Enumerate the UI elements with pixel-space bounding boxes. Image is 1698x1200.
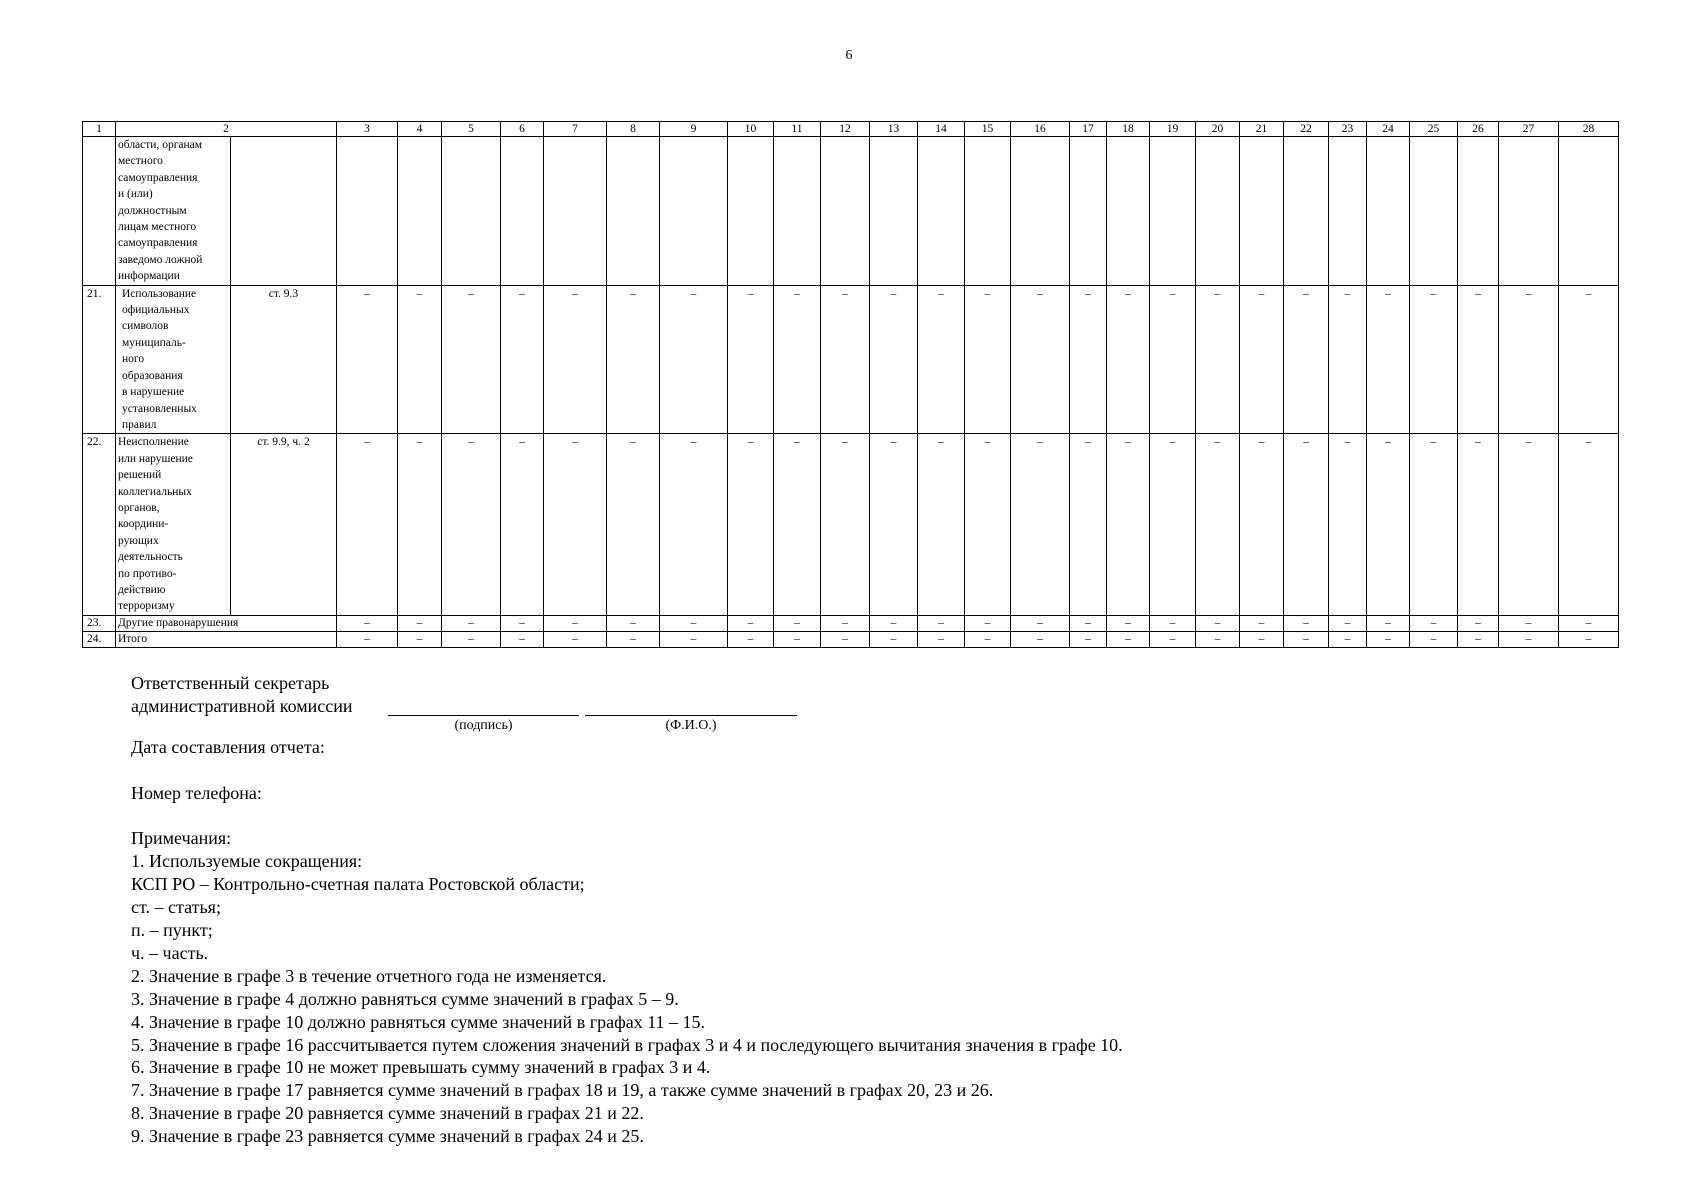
value-cell (965, 137, 1011, 286)
value-cell: – (1107, 285, 1150, 434)
value-cell (1367, 137, 1410, 286)
value-cell: – (774, 285, 821, 434)
column-number: 10 (728, 122, 774, 137)
value-cell: – (544, 631, 607, 647)
value-cell: – (1196, 434, 1240, 615)
column-number: 28 (1559, 122, 1619, 137)
offense-name: Неисполнение или нарушение решений коллегиальных органов, координи- рующих деятельность по противо- действию терроризму (116, 434, 231, 615)
value-cell (544, 137, 607, 286)
column-number: 13 (870, 122, 918, 137)
notes-list (131, 850, 1123, 1148)
value-cell: – (607, 285, 660, 434)
value-cell (774, 137, 821, 286)
column-number: 25 (1410, 122, 1458, 137)
value-cell (1329, 137, 1367, 286)
value-cell: – (1011, 434, 1070, 615)
value-cell: – (1284, 631, 1329, 647)
value-cell (607, 137, 660, 286)
value-cell (660, 137, 728, 286)
column-number: 19 (1150, 122, 1196, 137)
column-number: 15 (965, 122, 1011, 137)
offense-name: Другие правонарушения (116, 615, 337, 631)
value-cell: – (728, 285, 774, 434)
value-cell (337, 137, 398, 286)
value-cell (398, 137, 442, 286)
value-cell: – (1070, 631, 1107, 647)
table-body (83, 122, 1619, 648)
value-cell: – (337, 434, 398, 615)
column-number: 14 (918, 122, 965, 137)
row-number (83, 137, 116, 286)
notes-title: Примечания: (131, 828, 232, 849)
column-number: 22 (1284, 122, 1329, 137)
value-cell: – (501, 434, 544, 615)
value-cell: – (607, 631, 660, 647)
note-item: 4. Значение в графе 10 должно равняться сумме значений в графах 11 – 15. (131, 1011, 706, 1032)
fio-line[interactable] (585, 695, 797, 716)
value-cell: – (965, 615, 1011, 631)
value-cell: – (1011, 631, 1070, 647)
value-cell: – (442, 615, 501, 631)
value-cell: – (544, 285, 607, 434)
page-number: 6 (845, 48, 853, 63)
value-cell (821, 137, 870, 286)
report-table (82, 121, 1619, 648)
value-cell: – (607, 434, 660, 615)
value-cell: – (1559, 631, 1619, 647)
value-cell: – (1070, 285, 1107, 434)
column-number: 16 (1011, 122, 1070, 137)
value-cell: – (1458, 615, 1499, 631)
row-number: 24. (83, 631, 116, 647)
value-cell: – (1011, 285, 1070, 434)
value-cell: – (821, 434, 870, 615)
value-cell: – (1559, 615, 1619, 631)
value-cell (1070, 137, 1107, 286)
note-item: 9. Значение в графе 23 равняется сумме значений в графах 24 и 25. (131, 1126, 644, 1147)
value-cell: – (660, 285, 728, 434)
column-number: 3 (337, 122, 398, 137)
value-cell: – (1458, 434, 1499, 615)
value-cell: – (1499, 434, 1559, 615)
value-cell: – (1410, 615, 1458, 631)
phone-label: Номер телефона: (131, 782, 262, 803)
value-cell: – (1240, 615, 1284, 631)
value-cell: – (1559, 434, 1619, 615)
value-cell: – (1329, 631, 1367, 647)
note-item: 5. Значение в графе 16 рассчитывается путем сложения значений в графах 3 и 4 и последующего вычитания значения в графе 10. (131, 1034, 1123, 1055)
value-cell: – (821, 285, 870, 434)
value-cell: – (544, 615, 607, 631)
secretary-title: Ответственный секретарь (131, 673, 330, 693)
article-ref (231, 137, 337, 286)
value-cell: – (1240, 631, 1284, 647)
column-number: 21 (1240, 122, 1284, 137)
value-cell: – (398, 285, 442, 434)
value-cell: – (1367, 434, 1410, 615)
value-cell (1499, 137, 1559, 286)
table-row (83, 137, 1619, 286)
value-cell: – (607, 615, 660, 631)
value-cell: – (660, 631, 728, 647)
offense-name: Итого (116, 631, 337, 647)
report-footer (131, 672, 1123, 1148)
value-cell (501, 137, 544, 286)
value-cell: – (918, 631, 965, 647)
value-cell: – (1107, 615, 1150, 631)
note-item: 7. Значение в графе 17 равняется сумме значений в графах 18 и 19, а также сумме значений в графах 20, 23 и 26. (131, 1080, 994, 1101)
commission-label: административной комиссии (131, 695, 353, 716)
value-cell: – (501, 615, 544, 631)
value-cell (1196, 137, 1240, 286)
table-header-row (83, 122, 1619, 137)
column-number: 6 (501, 122, 544, 137)
value-cell: – (1410, 631, 1458, 647)
value-cell: – (1559, 285, 1619, 434)
value-cell (1284, 137, 1329, 286)
note-item: 2. Значение в графе 3 в течение отчетного года не изменяется. (131, 965, 607, 986)
value-cell (728, 137, 774, 286)
signature-captions (131, 718, 1123, 736)
value-cell: – (337, 631, 398, 647)
value-cell: – (728, 631, 774, 647)
table-row (83, 285, 1619, 434)
value-cell: – (1367, 631, 1410, 647)
value-cell: – (660, 615, 728, 631)
column-number: 5 (442, 122, 501, 137)
value-cell (870, 137, 918, 286)
article-ref: ст. 9.9, ч. 2 (231, 434, 337, 615)
article-ref: ст. 9.3 (231, 285, 337, 434)
value-cell (1150, 137, 1196, 286)
value-cell: – (1240, 285, 1284, 434)
value-cell: – (1410, 285, 1458, 434)
table-row (83, 615, 1619, 631)
value-cell: – (774, 631, 821, 647)
offense-name: Использование официальных символов муниципаль- ного образования в нарушение установленных правил (116, 285, 231, 434)
row-number: 21. (83, 285, 116, 434)
value-cell (442, 137, 501, 286)
column-number: 26 (1458, 122, 1499, 137)
value-cell: – (870, 285, 918, 434)
value-cell: – (821, 631, 870, 647)
value-cell: – (1499, 285, 1559, 434)
column-number: 8 (607, 122, 660, 137)
column-number: 12 (821, 122, 870, 137)
value-cell: – (1107, 631, 1150, 647)
value-cell: – (774, 615, 821, 631)
column-number: 9 (660, 122, 728, 137)
column-number: 17 (1070, 122, 1107, 137)
value-cell: – (1070, 615, 1107, 631)
value-cell: – (1367, 615, 1410, 631)
value-cell: – (1150, 434, 1196, 615)
table-row (83, 434, 1619, 615)
value-cell: – (870, 631, 918, 647)
value-cell: – (1107, 434, 1150, 615)
value-cell: – (870, 615, 918, 631)
value-cell: – (1329, 434, 1367, 615)
value-cell: – (1329, 285, 1367, 434)
note-item: ст. – статья; (131, 897, 221, 918)
value-cell: – (337, 285, 398, 434)
row-number: 22. (83, 434, 116, 615)
value-cell: – (1499, 615, 1559, 631)
value-cell: – (1150, 631, 1196, 647)
value-cell (1107, 137, 1150, 286)
value-cell: – (1150, 615, 1196, 631)
value-cell: – (1458, 285, 1499, 434)
value-cell: – (1196, 285, 1240, 434)
value-cell: – (965, 285, 1011, 434)
report-date-label: Дата составления отчета: (131, 736, 325, 757)
note-item: ч. – часть. (131, 942, 209, 963)
value-cell: – (965, 631, 1011, 647)
column-number: 7 (544, 122, 607, 137)
table-row (83, 631, 1619, 647)
column-number: 4 (398, 122, 442, 137)
note-item: 3. Значение в графе 4 должно равняться сумме значений в графах 5 – 9. (131, 988, 679, 1009)
value-cell: – (918, 285, 965, 434)
column-number: 1 (83, 122, 116, 137)
value-cell: – (1284, 434, 1329, 615)
value-cell: – (1410, 434, 1458, 615)
value-cell: – (544, 434, 607, 615)
note-item: п. – пункт; (131, 920, 213, 941)
value-cell: – (1284, 615, 1329, 631)
value-cell: – (918, 434, 965, 615)
value-cell: – (1240, 434, 1284, 615)
value-cell: – (398, 434, 442, 615)
offense-name: области, органам местного самоуправления и (или) должностным лицам местного самоуправления заведомо ложной информации (116, 137, 231, 286)
value-cell (1240, 137, 1284, 286)
value-cell: – (918, 615, 965, 631)
column-number: 18 (1107, 122, 1150, 137)
value-cell: – (728, 434, 774, 615)
value-cell: – (1284, 285, 1329, 434)
value-cell: – (870, 434, 918, 615)
row-number: 23. (83, 615, 116, 631)
column-number: 24 (1367, 122, 1410, 137)
value-cell: – (398, 631, 442, 647)
column-number: 23 (1329, 122, 1367, 137)
column-number: 2 (116, 122, 337, 137)
value-cell: – (1499, 631, 1559, 647)
value-cell: – (1011, 615, 1070, 631)
value-cell: – (1070, 434, 1107, 615)
value-cell: – (501, 631, 544, 647)
value-cell: – (774, 434, 821, 615)
column-number: 20 (1196, 122, 1240, 137)
column-number: 27 (1499, 122, 1559, 137)
value-cell: – (1367, 285, 1410, 434)
value-cell (1559, 137, 1619, 286)
signature-line[interactable] (388, 695, 579, 716)
signature-row (131, 695, 1123, 718)
value-cell: – (1196, 631, 1240, 647)
value-cell: – (442, 631, 501, 647)
value-cell: – (501, 285, 544, 434)
value-cell (1458, 137, 1499, 286)
value-cell: – (660, 434, 728, 615)
note-item: КСП РО – Контрольно-счетная палата Ростовской области; (131, 874, 585, 895)
value-cell: – (821, 615, 870, 631)
value-cell: – (728, 615, 774, 631)
column-number: 11 (774, 122, 821, 137)
note-item: 1. Используемые сокращения: (131, 851, 363, 872)
value-cell (1011, 137, 1070, 286)
note-item: 8. Значение в графе 20 равняется сумме значений в графах 21 и 22. (131, 1103, 644, 1124)
value-cell: – (337, 615, 398, 631)
value-cell: – (1329, 615, 1367, 631)
value-cell: – (1150, 285, 1196, 434)
value-cell: – (1458, 631, 1499, 647)
value-cell: – (1196, 615, 1240, 631)
value-cell: – (398, 615, 442, 631)
value-cell: – (442, 285, 501, 434)
value-cell: – (442, 434, 501, 615)
fio-caption: (Ф.И.О.) (665, 717, 717, 733)
signature-caption: (подпись) (454, 717, 513, 733)
note-item: 6. Значение в графе 10 не может превышать сумму значений в графах 3 и 4. (131, 1057, 711, 1078)
value-cell (918, 137, 965, 286)
value-cell (1410, 137, 1458, 286)
value-cell: – (965, 434, 1011, 615)
